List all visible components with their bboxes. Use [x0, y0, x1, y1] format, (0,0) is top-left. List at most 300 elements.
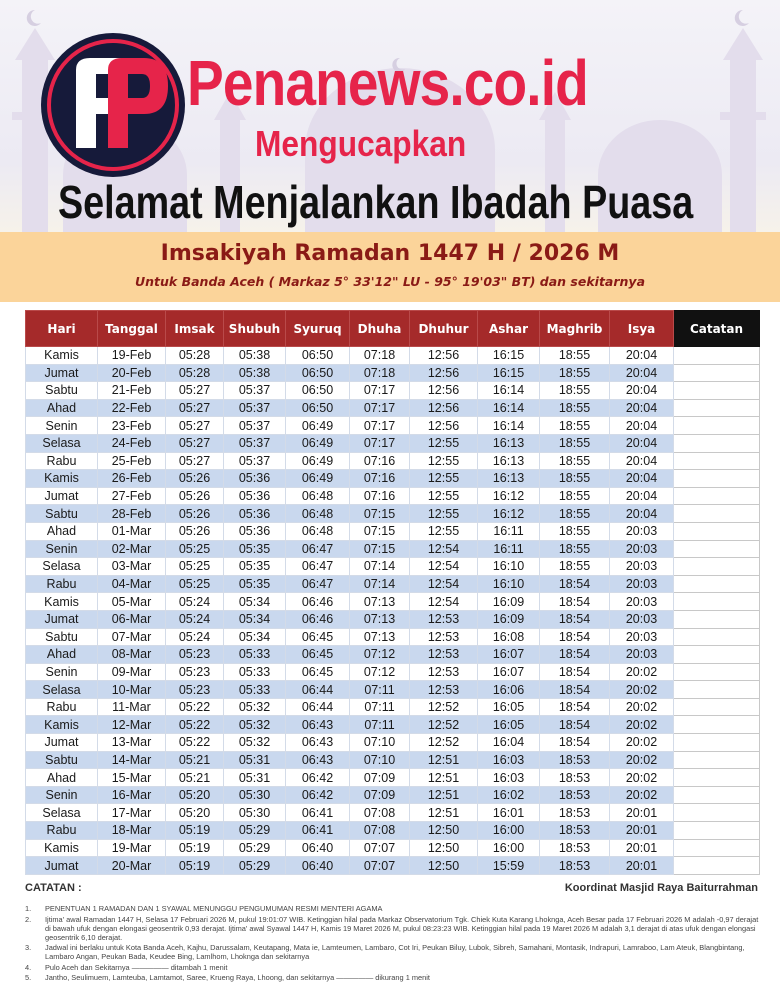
table-cell: 12:56: [410, 382, 478, 400]
table-row: [26, 487, 760, 505]
table-row: [26, 522, 760, 540]
table-cell: 18:55: [540, 522, 610, 540]
table-cell: 25-Feb: [98, 452, 166, 470]
table-cell: 18:54: [540, 698, 610, 716]
table-cell: 05:36: [224, 522, 286, 540]
table-cell: Rabu: [26, 822, 98, 840]
table-cell: 20:04: [610, 505, 674, 523]
table-cell: 06:47: [286, 540, 350, 558]
table-cell: 16:13: [478, 434, 540, 452]
notes-cell: [674, 522, 760, 540]
column-header: Tanggal: [98, 311, 166, 347]
notes-cell: [674, 822, 760, 840]
table-row: [26, 769, 760, 787]
table-cell: 07:12: [350, 663, 410, 681]
column-header: Catatan: [674, 311, 760, 347]
notes-cell: [674, 681, 760, 699]
table-cell: 16:07: [478, 646, 540, 664]
table-cell: Jumat: [26, 610, 98, 628]
table-cell: 12:51: [410, 804, 478, 822]
notes-cell: [674, 839, 760, 857]
table-cell: 05:19: [166, 822, 224, 840]
table-cell: 18:54: [540, 681, 610, 699]
table-cell: 12:55: [410, 470, 478, 488]
table-cell: 05:21: [166, 751, 224, 769]
table-cell: 05:32: [224, 734, 286, 752]
table-cell: Jumat: [26, 487, 98, 505]
table-cell: 16-Mar: [98, 786, 166, 804]
table-cell: Sabtu: [26, 382, 98, 400]
notes-cell: [674, 558, 760, 576]
table-cell: 18:54: [540, 663, 610, 681]
table-cell: 07:12: [350, 646, 410, 664]
table-cell: 05:25: [166, 540, 224, 558]
table-cell: 05:26: [166, 487, 224, 505]
table-cell: 05:37: [224, 417, 286, 435]
table-cell: 20:04: [610, 470, 674, 488]
table-cell: 05:23: [166, 663, 224, 681]
table-cell: 16:01: [478, 804, 540, 822]
table-cell: 07:18: [350, 364, 410, 382]
table-row: [26, 698, 760, 716]
table-cell: 05:29: [224, 839, 286, 857]
note-item: [25, 973, 760, 982]
table-cell: 06:50: [286, 347, 350, 365]
table-cell: 07:17: [350, 382, 410, 400]
table-row: [26, 382, 760, 400]
table-cell: 18:53: [540, 769, 610, 787]
column-header: Dhuhur: [410, 311, 478, 347]
table-cell: Jumat: [26, 857, 98, 875]
table-row: [26, 417, 760, 435]
table-cell: 07:18: [350, 347, 410, 365]
table-cell: 06:43: [286, 751, 350, 769]
notes-cell: [674, 505, 760, 523]
table-cell: 20:02: [610, 716, 674, 734]
table-cell: Selasa: [26, 434, 98, 452]
table-cell: 19-Feb: [98, 347, 166, 365]
table-cell: 05:27: [166, 434, 224, 452]
table-cell: 20:01: [610, 857, 674, 875]
notes-cell: [674, 769, 760, 787]
table-cell: 06:50: [286, 382, 350, 400]
table-cell: Senin: [26, 786, 98, 804]
table-cell: 12:52: [410, 716, 478, 734]
table-cell: 06:44: [286, 698, 350, 716]
table-cell: 16:08: [478, 628, 540, 646]
table-row: [26, 646, 760, 664]
table-cell: 06:49: [286, 434, 350, 452]
table-cell: 26-Feb: [98, 470, 166, 488]
table-cell: 06:47: [286, 575, 350, 593]
table-cell: 06-Mar: [98, 610, 166, 628]
table-cell: 16:14: [478, 382, 540, 400]
notes-cell: [674, 347, 760, 365]
table-row: [26, 786, 760, 804]
table-cell: Kamis: [26, 839, 98, 857]
table-cell: 18:53: [540, 804, 610, 822]
table-cell: 12:54: [410, 558, 478, 576]
table-row: [26, 663, 760, 681]
table-cell: 16:00: [478, 822, 540, 840]
table-cell: 20:02: [610, 751, 674, 769]
table-cell: 12:51: [410, 769, 478, 787]
table-cell: 24-Feb: [98, 434, 166, 452]
table-cell: 05:32: [224, 698, 286, 716]
table-cell: 05:25: [166, 558, 224, 576]
table-cell: 20:02: [610, 786, 674, 804]
table-row: [26, 839, 760, 857]
table-cell: 05:29: [224, 822, 286, 840]
table-row: [26, 822, 760, 840]
table-cell: Jumat: [26, 734, 98, 752]
table-cell: 05:27: [166, 382, 224, 400]
table-cell: 20:02: [610, 663, 674, 681]
table-cell: 16:11: [478, 522, 540, 540]
note-text: Jantho, Seulimuem, Lamteuba, Lamtamot, Saree, Krueng Raya, Lhoong, dan sekitarnya ————— dikurang 1 menit: [45, 973, 430, 982]
table-cell: 05:36: [224, 505, 286, 523]
notes-cell: [674, 698, 760, 716]
table-cell: 05:24: [166, 628, 224, 646]
table-cell: 07:14: [350, 558, 410, 576]
table-cell: 12:53: [410, 628, 478, 646]
column-header: Ashar: [478, 311, 540, 347]
table-cell: 06:49: [286, 417, 350, 435]
table-cell: Selasa: [26, 804, 98, 822]
table-cell: 20:02: [610, 734, 674, 752]
table-cell: Sabtu: [26, 505, 98, 523]
table-cell: 05:37: [224, 382, 286, 400]
table-row: [26, 399, 760, 417]
table-cell: 05:26: [166, 505, 224, 523]
table-cell: 16:00: [478, 839, 540, 857]
table-cell: 07:15: [350, 522, 410, 540]
table-cell: 05:26: [166, 470, 224, 488]
table-cell: 18:55: [540, 540, 610, 558]
table-cell: 12:51: [410, 751, 478, 769]
table-cell: 06:47: [286, 558, 350, 576]
table-cell: 12:55: [410, 434, 478, 452]
table-cell: 12:50: [410, 857, 478, 875]
table-cell: 06:46: [286, 593, 350, 611]
brand-name: Penanews.co.id: [187, 47, 588, 119]
table-cell: 16:03: [478, 769, 540, 787]
table-cell: 18:54: [540, 575, 610, 593]
table-cell: 01-Mar: [98, 522, 166, 540]
table-cell: 16:02: [478, 786, 540, 804]
table-cell: 05:35: [224, 540, 286, 558]
table-cell: 18:55: [540, 470, 610, 488]
notes-cell: [674, 399, 760, 417]
table-cell: 07:10: [350, 734, 410, 752]
table-cell: 07:13: [350, 628, 410, 646]
table-cell: 05:22: [166, 734, 224, 752]
table-cell: 14-Mar: [98, 751, 166, 769]
table-cell: 12:55: [410, 505, 478, 523]
table-cell: 18:53: [540, 751, 610, 769]
column-header: Maghrib: [540, 311, 610, 347]
table-cell: 07:17: [350, 434, 410, 452]
table-cell: 10-Mar: [98, 681, 166, 699]
table-cell: 20:04: [610, 434, 674, 452]
note-item: [25, 943, 760, 961]
note-number: 5.: [25, 973, 32, 982]
table-cell: 12:53: [410, 610, 478, 628]
table-cell: 05:30: [224, 786, 286, 804]
table-cell: 20-Mar: [98, 857, 166, 875]
table-cell: 18:54: [540, 610, 610, 628]
table-cell: 23-Feb: [98, 417, 166, 435]
table-cell: 07:15: [350, 505, 410, 523]
notes-cell: [674, 434, 760, 452]
table-row: [26, 628, 760, 646]
table-cell: 07:11: [350, 716, 410, 734]
table-cell: 12-Mar: [98, 716, 166, 734]
table-cell: 05:33: [224, 663, 286, 681]
table-cell: 20:04: [610, 399, 674, 417]
notes-cell: [674, 804, 760, 822]
table-cell: Rabu: [26, 698, 98, 716]
table-cell: 16:04: [478, 734, 540, 752]
table-cell: 05:24: [166, 610, 224, 628]
column-header: Imsak: [166, 311, 224, 347]
table-cell: 16:09: [478, 610, 540, 628]
table-cell: 06:50: [286, 364, 350, 382]
table-cell: 06:43: [286, 716, 350, 734]
table-cell: 07-Mar: [98, 628, 166, 646]
notes-cell: [674, 382, 760, 400]
table-cell: 06:41: [286, 822, 350, 840]
table-cell: 22-Feb: [98, 399, 166, 417]
table-row: [26, 540, 760, 558]
table-cell: 05:32: [224, 716, 286, 734]
table-cell: 20:01: [610, 804, 674, 822]
table-cell: 16:06: [478, 681, 540, 699]
table-cell: 05:36: [224, 487, 286, 505]
table-cell: 18:53: [540, 839, 610, 857]
table-cell: Senin: [26, 540, 98, 558]
table-cell: Ahad: [26, 522, 98, 540]
table-cell: 20-Feb: [98, 364, 166, 382]
table-cell: 11-Mar: [98, 698, 166, 716]
table-cell: 06:48: [286, 522, 350, 540]
table-cell: 05:20: [166, 804, 224, 822]
table-cell: Selasa: [26, 681, 98, 699]
header-banner: [0, 0, 780, 232]
table-cell: 16:14: [478, 417, 540, 435]
table-cell: 12:55: [410, 487, 478, 505]
table-cell: 18:55: [540, 347, 610, 365]
notes-cell: [674, 663, 760, 681]
table-cell: 05-Mar: [98, 593, 166, 611]
table-cell: 05:36: [224, 470, 286, 488]
table-cell: 18:54: [540, 646, 610, 664]
table-cell: 06:42: [286, 769, 350, 787]
table-cell: 05:34: [224, 610, 286, 628]
table-cell: 05:22: [166, 716, 224, 734]
table-cell: 18:53: [540, 822, 610, 840]
table-cell: 16:03: [478, 751, 540, 769]
notes-cell: [674, 751, 760, 769]
table-cell: Rabu: [26, 452, 98, 470]
table-cell: 20:03: [610, 628, 674, 646]
table-cell: 05:22: [166, 698, 224, 716]
table-cell: 07:14: [350, 575, 410, 593]
table-cell: 07:13: [350, 610, 410, 628]
table-cell: 06:41: [286, 804, 350, 822]
table-cell: 05:20: [166, 786, 224, 804]
table-cell: 12:54: [410, 540, 478, 558]
table-cell: 07:07: [350, 839, 410, 857]
table-cell: 16:10: [478, 558, 540, 576]
table-row: [26, 857, 760, 875]
table-cell: Jumat: [26, 364, 98, 382]
table-cell: 16:05: [478, 716, 540, 734]
note-number: 1.: [25, 904, 32, 913]
table-cell: 20:03: [610, 540, 674, 558]
table-cell: 05:19: [166, 839, 224, 857]
notes-cell: [674, 452, 760, 470]
table-cell: 18:53: [540, 857, 610, 875]
table-cell: 18:54: [540, 734, 610, 752]
table-cell: 05:19: [166, 857, 224, 875]
table-cell: 12:55: [410, 522, 478, 540]
table-cell: Sabtu: [26, 751, 98, 769]
table-cell: 20:02: [610, 681, 674, 699]
table-cell: 05:34: [224, 628, 286, 646]
table-body: [26, 347, 760, 875]
note-item: [25, 963, 760, 972]
notes-cell: [674, 575, 760, 593]
table-cell: 06:42: [286, 786, 350, 804]
table-cell: 16:10: [478, 575, 540, 593]
table-cell: 16:14: [478, 399, 540, 417]
table-cell: 20:04: [610, 452, 674, 470]
column-header: Hari: [26, 311, 98, 347]
table-cell: Sabtu: [26, 628, 98, 646]
table-cell: Kamis: [26, 716, 98, 734]
table-cell: 16:13: [478, 452, 540, 470]
table-cell: 06:44: [286, 681, 350, 699]
table-cell: 03-Mar: [98, 558, 166, 576]
table-cell: 06:49: [286, 452, 350, 470]
table-cell: 16:12: [478, 505, 540, 523]
table-cell: 18:55: [540, 452, 610, 470]
table-cell: Senin: [26, 417, 98, 435]
notes-cell: [674, 646, 760, 664]
column-header: Syuruq: [286, 311, 350, 347]
notes-cell: [674, 628, 760, 646]
table-cell: 18:55: [540, 382, 610, 400]
table-cell: 20:03: [610, 522, 674, 540]
table-cell: 02-Mar: [98, 540, 166, 558]
notes-cell: [674, 487, 760, 505]
table-cell: 07:09: [350, 769, 410, 787]
table-cell: Kamis: [26, 470, 98, 488]
table-cell: 12:50: [410, 822, 478, 840]
table-cell: Ahad: [26, 646, 98, 664]
notes-cell: [674, 786, 760, 804]
table-cell: 18:55: [540, 417, 610, 435]
table-cell: 12:51: [410, 786, 478, 804]
schedule-title: Imsakiyah Ramadan 1447 H / 2026 M: [160, 241, 620, 266]
table-cell: 15-Mar: [98, 769, 166, 787]
notes-cell: [674, 716, 760, 734]
table-cell: 06:45: [286, 663, 350, 681]
table-cell: 13-Mar: [98, 734, 166, 752]
note-text: PENENTUAN 1 RAMADAN DAN 1 SYAWAL MENUNGGU PENGUMUMAN RESMI MENTERI AGAMA: [45, 904, 383, 913]
table-cell: 12:52: [410, 698, 478, 716]
notes-cell: [674, 417, 760, 435]
table-cell: 05:33: [224, 646, 286, 664]
table-cell: 18-Mar: [98, 822, 166, 840]
note-item: [25, 915, 760, 942]
table-cell: 09-Mar: [98, 663, 166, 681]
table-cell: 20:02: [610, 769, 674, 787]
table-cell: 16:07: [478, 663, 540, 681]
greeting-line-1: Mengucapkan: [255, 123, 467, 164]
table-cell: 12:53: [410, 663, 478, 681]
table-cell: 08-Mar: [98, 646, 166, 664]
table-cell: 07:16: [350, 452, 410, 470]
table-cell: 05:26: [166, 522, 224, 540]
table-cell: 05:23: [166, 646, 224, 664]
table-cell: 12:56: [410, 399, 478, 417]
table-cell: 05:33: [224, 681, 286, 699]
coordinator-label: Koordinat Masjid Raya Baiturrahman: [564, 882, 758, 894]
table-cell: 05:23: [166, 681, 224, 699]
table-cell: 16:15: [478, 364, 540, 382]
table-cell: 05:28: [166, 364, 224, 382]
table-cell: 18:54: [540, 716, 610, 734]
table-cell: 05:38: [224, 347, 286, 365]
table-cell: 05:21: [166, 769, 224, 787]
penanews-logo-icon: [38, 30, 188, 180]
table-cell: 04-Mar: [98, 575, 166, 593]
notes-heading: CATATAN :: [25, 882, 82, 894]
schedule-subtitle: Untuk Banda Aceh ( Markaz 5° 33'12" LU - 95° 19'03" BT) dan sekitarnya: [135, 274, 645, 289]
table-header-row: [26, 311, 760, 347]
table-cell: 07:09: [350, 786, 410, 804]
table-cell: 06:43: [286, 734, 350, 752]
table-cell: 12:55: [410, 452, 478, 470]
table-cell: 05:29: [224, 857, 286, 875]
table-cell: 18:55: [540, 364, 610, 382]
table-row: [26, 505, 760, 523]
table-cell: 06:46: [286, 610, 350, 628]
table-cell: 27-Feb: [98, 487, 166, 505]
table-cell: 20:04: [610, 417, 674, 435]
table-cell: 12:54: [410, 593, 478, 611]
table-cell: 17-Mar: [98, 804, 166, 822]
table-cell: 07:17: [350, 417, 410, 435]
table-cell: 12:54: [410, 575, 478, 593]
table-cell: 07:13: [350, 593, 410, 611]
table-cell: 06:49: [286, 470, 350, 488]
table-cell: 18:55: [540, 487, 610, 505]
notes-cell: [674, 470, 760, 488]
table-cell: 05:25: [166, 575, 224, 593]
table-cell: 07:10: [350, 751, 410, 769]
table-cell: 16:12: [478, 487, 540, 505]
table-cell: 21-Feb: [98, 382, 166, 400]
table-cell: 05:34: [224, 593, 286, 611]
column-header: Shubuh: [224, 311, 286, 347]
table-cell: 07:11: [350, 698, 410, 716]
imsakiyah-table: [25, 310, 760, 875]
table-cell: 07:11: [350, 681, 410, 699]
column-header: Dhuha: [350, 311, 410, 347]
